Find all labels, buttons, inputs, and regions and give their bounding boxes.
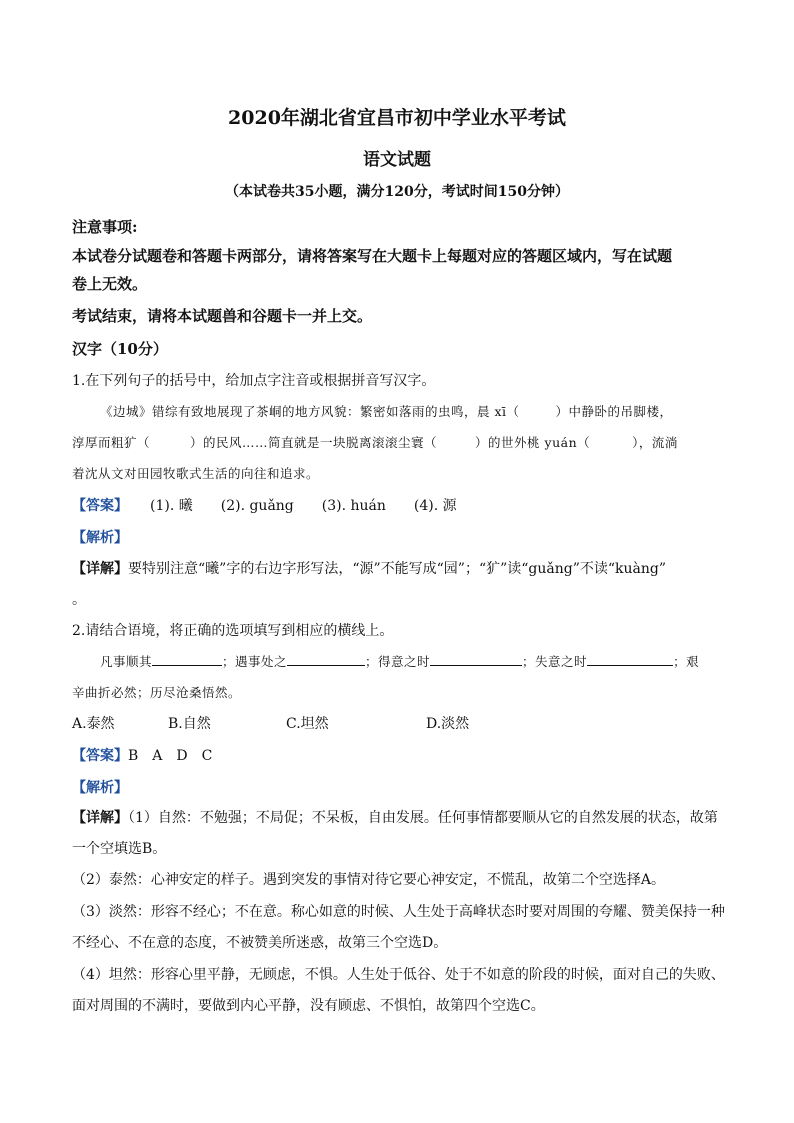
q2-detail-label: 【详解】 [72, 810, 128, 826]
q2-detail-line-3: （2）泰然：心神安定的样子。遇到突发的事情对待它要心神安定，不慌乱，故第二个空选择A。 [72, 872, 666, 888]
notes-line-1: 本试卷分试题卷和答题卡两部分，请将答案写在大题卡上每题对应的答题区域内，写在试题 [72, 247, 673, 265]
q2-stem: 2.请结合语境，将正确的选项填写到相应的横线上。 [72, 623, 394, 639]
q2-analysis-label: 【解析】 [72, 780, 128, 796]
q2-passage-text: ；得意之时 [365, 654, 431, 669]
q1-detail-label: 【详解】 [72, 561, 128, 577]
q2-detail-line-4: （3）淡然：形容不经心；不在意。称心如意的时候、人生处于高峰状态时要对周围的夸耀、赞美保持一种 [72, 904, 725, 920]
q1-passage-line-3: 着沈从文对田园牧歌式生活的向往和追求。 [72, 466, 320, 481]
q2-detail-line-1 [72, 807, 718, 827]
q1-answer-3: (3). huán [321, 498, 386, 514]
q1-passage-text: ）的民风……简直就是一块脱离滚滚尘寰（ [190, 435, 438, 450]
notes-line-3: 考试结束，请将本试题兽和谷题卡一并上交。 [72, 307, 373, 325]
q1-answer-label: 【答案】 [72, 498, 128, 514]
exam-info: （本试卷共35小题，满分120分，考试时间150分钟） [225, 184, 569, 200]
q1-detail-line-2: 。 [72, 592, 86, 608]
q1-analysis-label: 【解析】 [72, 530, 128, 546]
q1-answer-1: (1). 曦 [150, 498, 193, 514]
q2-answer: B A D C [128, 748, 213, 764]
q1-passage-text: 淳厚而粗犷（ [72, 435, 151, 450]
q1-passage-text: ）的世外桃 yuán（ [475, 435, 591, 450]
q2-option-b: B.自然 [168, 716, 211, 732]
q1-passage-text: ），流淌 [632, 435, 678, 450]
q1-answer-row [72, 495, 457, 515]
q2-blank-1[interactable] [152, 652, 222, 666]
q1-answer-4: (4). 源 [413, 498, 457, 514]
exam-title: 2020年湖北省宜昌市初中学业水平考试 [228, 107, 566, 129]
q1-passage-text: ）中静卧的吊脚楼， [555, 404, 673, 419]
q2-answer-label: 【答案】 [72, 748, 128, 764]
q1-passage-line-1 [100, 402, 673, 420]
q2-option-a: A.泰然 [72, 716, 115, 732]
q2-detail-line-5: 不经心、不在意的态度，不被赞美所迷惑，故第三个空选D。 [72, 935, 448, 951]
q1-answer-2: (2). guǎng [220, 498, 294, 514]
section-title: 汉字（10分） [72, 340, 168, 358]
q2-passage-text: 凡事顺其 [100, 654, 153, 669]
q2-detail-line-6: （4）坦然：形容心里平静，无顾虑，不惧。人生处于低谷、处于不如意的阶段的时候，面对自己的失败、 [72, 967, 725, 983]
q2-answer-row [72, 745, 212, 765]
q1-passage-line-2 [72, 433, 678, 451]
q2-passage-text: ；艰 [673, 654, 700, 669]
q1-stem: 1.在下列句子的括号中，给加点字注音或根据拼音写汉字。 [72, 373, 436, 389]
q2-blank-2[interactable] [287, 652, 365, 666]
q2-blank-4[interactable] [587, 652, 673, 666]
q1-detail-text: 要特别注意“曦”字的右边字形写法，“源”不能写成“园”；“犷”读“guǎng”不读“kuàng” [128, 561, 667, 577]
exam-subtitle: 语文试题 [363, 150, 431, 170]
q2-blank-3[interactable] [430, 652, 522, 666]
q2-passage-line-1 [100, 652, 699, 670]
q1-passage-text: 《边城》错综有致地展现了茶峒的地方风貌：繁密如落雨的虫鸣，晨 xī（ [100, 404, 520, 419]
notes-heading: 注意事项: [72, 218, 138, 236]
q2-passage-text: ；失意之时 [522, 654, 588, 669]
q2-passage-text: ；遇事处之 [222, 654, 288, 669]
notes-line-2: 卷上无效。 [72, 275, 148, 293]
q2-passage-line-2: 辛曲折必然；历尽沧桑悟然。 [72, 685, 242, 700]
q2-option-c: C.坦然 [286, 716, 329, 732]
q2-detail-line-2: 一个空填选B。 [72, 841, 167, 857]
q2-detail-line-7: 面对周围的不满时，要做到内心平静，没有顾虑、不惧怕，故第四个空选C。 [72, 998, 545, 1014]
q2-detail-text: （1）自然：不勉强；不局促；不呆板，自由发展。任何事情都要顺从它的自然发展的状态，故第 [128, 810, 718, 826]
q1-detail-line-1 [72, 558, 666, 578]
q2-option-d: D.淡然 [426, 716, 470, 732]
